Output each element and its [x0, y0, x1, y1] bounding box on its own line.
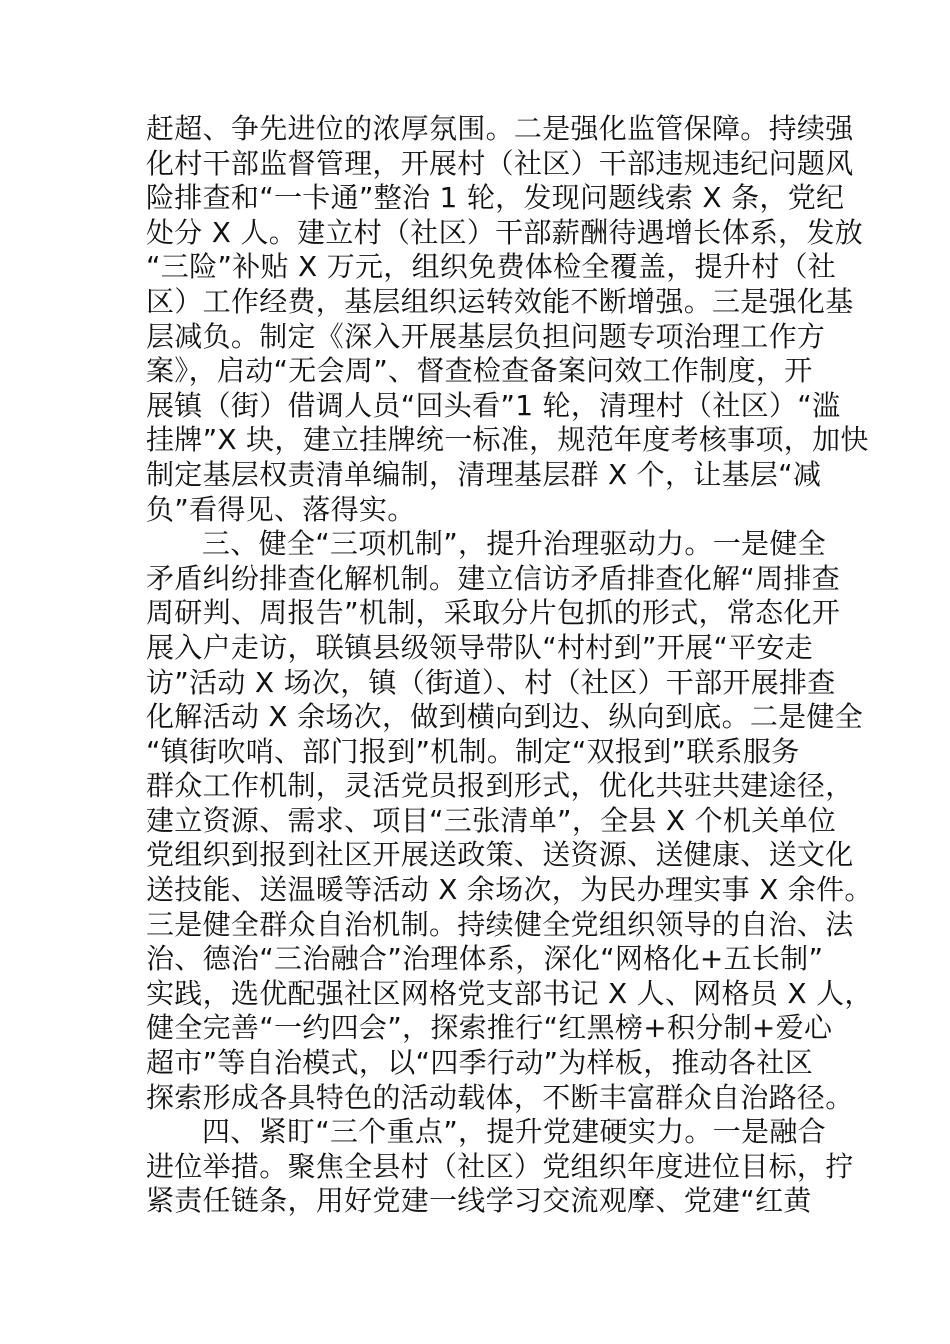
- text-line: 展入户走访，联镇县级领导带队“村村到”开展“平安走: [146, 630, 814, 664]
- text-line: 矛盾纠纷排查化解机制。建立信访矛盾排查化解“周排查: [146, 561, 841, 595]
- text-line: 三是健全群众自治机制。持续健全党组织领导的自治、法: [146, 907, 854, 941]
- text-line: 党组织到报到社区开展送政策、送资源、送健康、送文化: [146, 838, 854, 872]
- section-heading-line: 三、健全“三项机制”，提升治理驱动力。一是健全: [202, 527, 826, 561]
- text-line: 化解活动 X 余场次，做到横向到边、纵向到底。二是健全: [146, 700, 864, 734]
- text-line: 送技能、送温暖等活动 X 余场次，为民办理实事 X 余件。: [146, 873, 873, 907]
- text-line: 处分 X 人。建立村（社区）干部薪酬待遇增长体系，发放: [146, 215, 864, 249]
- text-line: 赶超、争先进位的浓厚氛围。二是强化监管保障。持续强: [146, 112, 854, 145]
- section-heading-line: 四、紧盯“三个重点”，提升党建硬实力。一是融合: [202, 1115, 826, 1149]
- text-line: “三险”补贴 X 万元，组织免费体检全覆盖，提升村（社: [146, 250, 837, 284]
- text-line: 区）工作经费，基层组织运转效能不断增强。三是强化基: [146, 284, 854, 318]
- text-line: “镇街吹哨、部门报到”机制。制定“双报到”联系服务: [146, 734, 800, 768]
- text-line: 群众工作机制，灵活党员报到形式，优化共驻共建途径，: [146, 769, 854, 803]
- document-body: [146, 112, 873, 1219]
- text-line: 治、德治“三治融合”治理体系，深化“网格化+五长制”: [146, 942, 824, 976]
- text-line: 超市”等自治模式，以“四季行动”为样板，推动各社区: [146, 1046, 814, 1080]
- text-line: 访”活动 X 场次，镇（街道）、村（社区）干部开展排查: [146, 665, 836, 699]
- text-line: 险排查和“一卡通”整治 1 轮，发现问题线索 X 条，党纪: [146, 181, 845, 215]
- text-line: 探索形成各具特色的活动载体，不断丰富群众自治路径。: [146, 1080, 854, 1114]
- text-line: 层减负。制定《深入开展基层负担问题专项治理工作方: [146, 319, 826, 353]
- text-line: 制定基层权责清单编制，清理基层群 X 个，让基层“减: [146, 457, 822, 491]
- text-line: 案》，启动“无会周”、督查检查备案问效工作制度，开: [146, 354, 813, 388]
- text-line: 进位举措。聚焦全县村（社区）党组织年度进位目标，拧: [146, 1149, 854, 1183]
- text-line: 建立资源、需求、项目“三张清单”，全县 X 个机关单位: [146, 803, 837, 837]
- text-line: 展镇（街）借调人员“回头看”1 轮，清理村（社区）“滥: [146, 388, 841, 422]
- text-line: 挂牌”X 块，建立挂牌统一标准，规范年度考核事项，加快: [146, 423, 869, 457]
- text-line: 负”看得见、落得实。: [146, 492, 416, 526]
- text-line: 化村干部监督管理，开展村（社区）干部违规违纪问题风: [146, 146, 854, 180]
- text-line: 健全完善“一约四会”，探索推行“红黑榜+积分制+爱心: [146, 1011, 833, 1045]
- text-line: 紧责任链条，用好党建一线学习交流观摩、党建“红黄: [146, 1184, 812, 1218]
- text-line: 实践，选优配强社区网格党支部书记 X 人、网格员 X 人，: [146, 976, 873, 1010]
- text-line: 周研判、周报告”机制，采取分片包抓的形式，常态化开: [146, 596, 841, 630]
